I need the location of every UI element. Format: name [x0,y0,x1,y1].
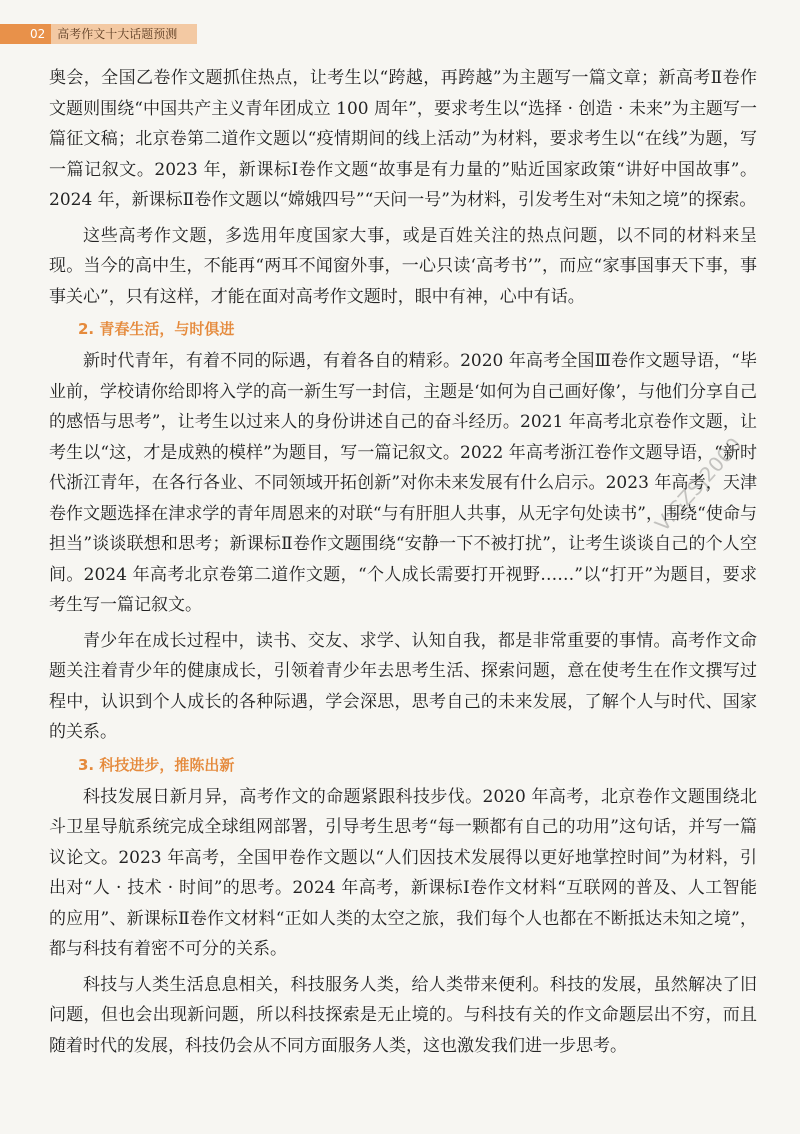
paragraph: 科技与人类生活息息相关，科技服务人类，给人类带来便利。科技的发展，虽然解决了旧问题，但也会出现新问题，所以科技探索是无止境的。与科技有关的作文命题层出不穷，而且随着时代的发展，科技仍会从不同方面服务人类，这也激发我们进一步思考。 [49,974,757,1056]
paragraph: 科技发展日新月异，高考作文的命题紧跟科技步伐。2020 年高考，北京卷作文题围绕北斗卫星导航系统完成全球组网部署，引导考生思考“每一颗都有自己的功用”这句话，并写一篇议论文。2023 年高考，全国甲卷作文题以“人们因技术发展得以更好地掌控时间”为材料，引出对“人 · 技术 · 时间”的思考。2024 年高考，新课标Ⅰ卷作文材料“互联网的普及、人工智能的应用”、新课标Ⅱ卷作文材料“正如人类的太空之旅，我们每个人也都在不断抵达未知之境”，都与科技有着密不可分的关系。 [49,786,757,959]
paragraph: 这些高考作文题，多选用年度国家大事，或是百姓关注的热点问题，以不同的材料来呈现。当今的高中生，不能再“两耳不闻窗外事，一心只读‘高考书’”，而应“家事国事天下事，事事关心”，只有这样，才能在面对高考作文题时，眼中有神，心中有话。 [49,225,757,307]
paragraph: 青少年在成长过程中，读书、交友、求学、认知自我，都是非常重要的事情。高考作文命题关注着青少年的健康成长，引领着青少年去思考生活、探索问题，意在使考生在作文撰写过程中，认识到个人成长的各种际遇，学会深思，思考自己的未来发展，了解个人与时代、国家的关系。 [49,630,757,742]
paragraph-continued: 奥会，全国乙卷作文题抓住热点，让考生以“跨越，再跨越”为主题写一篇文章；新高考Ⅱ卷作文题则围绕“中国共产主义青年团成立 100 周年”，要求考生以“选择 · 创造 · 未来”为主题写一篇征文稿；北京卷第二道作文题以“疫情期间的线上活动”为材料，要求考生以“在线”为题，写一篇记叙文。2023 年，新课标Ⅰ卷作文题“故事是有力量的”贴近国家政策“讲好中国故事”。2024 年，新课标Ⅱ卷作文题以“嫦娥四号”“天问一号”为材料，引发考生对“未知之境”的探索。 [49,68,757,210]
page-header [0,24,197,44]
paragraph: 新时代青年，有着不同的际遇，有着各自的精彩。2020 年高考全国Ⅲ卷作文题导语，“毕业前，学校请你给即将入学的高一新生写一封信，主题是‘如何为自己画好像’，与他们分享自己的感悟与思考”，让考生以过来人的身份讲述自己的奋斗经历。2021 年高考北京卷作文题，让考生以“这，才是成熟的模样”为题目，写一篇记叙文。2022 年高考浙江卷作文题导语，“新时代浙江青年，在各行各业、不同领域开拓创新”对你未来发展有什么启示。2023 年高考，天津卷作文题选择在津求学的青年周恩来的对联“与有肝胆人共事，从无字句处读书”，围绕“使命与担当”谈谈联想和思考；新课标Ⅱ卷作文题围绕“安静一下不被打扰”，让考生谈谈自己的个人空间。2024 年高考北京卷第二道作文题，“个人成长需要打开视野……”以“打开”为题目，要求考生写一篇记叙文。 [49,351,757,615]
section-heading-youth: 2. 青春生活，与时俱进 [78,320,235,338]
book-title: 高考作文十大话题预测 [51,24,197,44]
page-number: 02 [0,24,51,44]
page-body [49,63,757,1061]
section-heading-technology: 3. 科技进步，推陈出新 [78,755,235,774]
watermark: V:GZSJ2000 [650,432,747,537]
